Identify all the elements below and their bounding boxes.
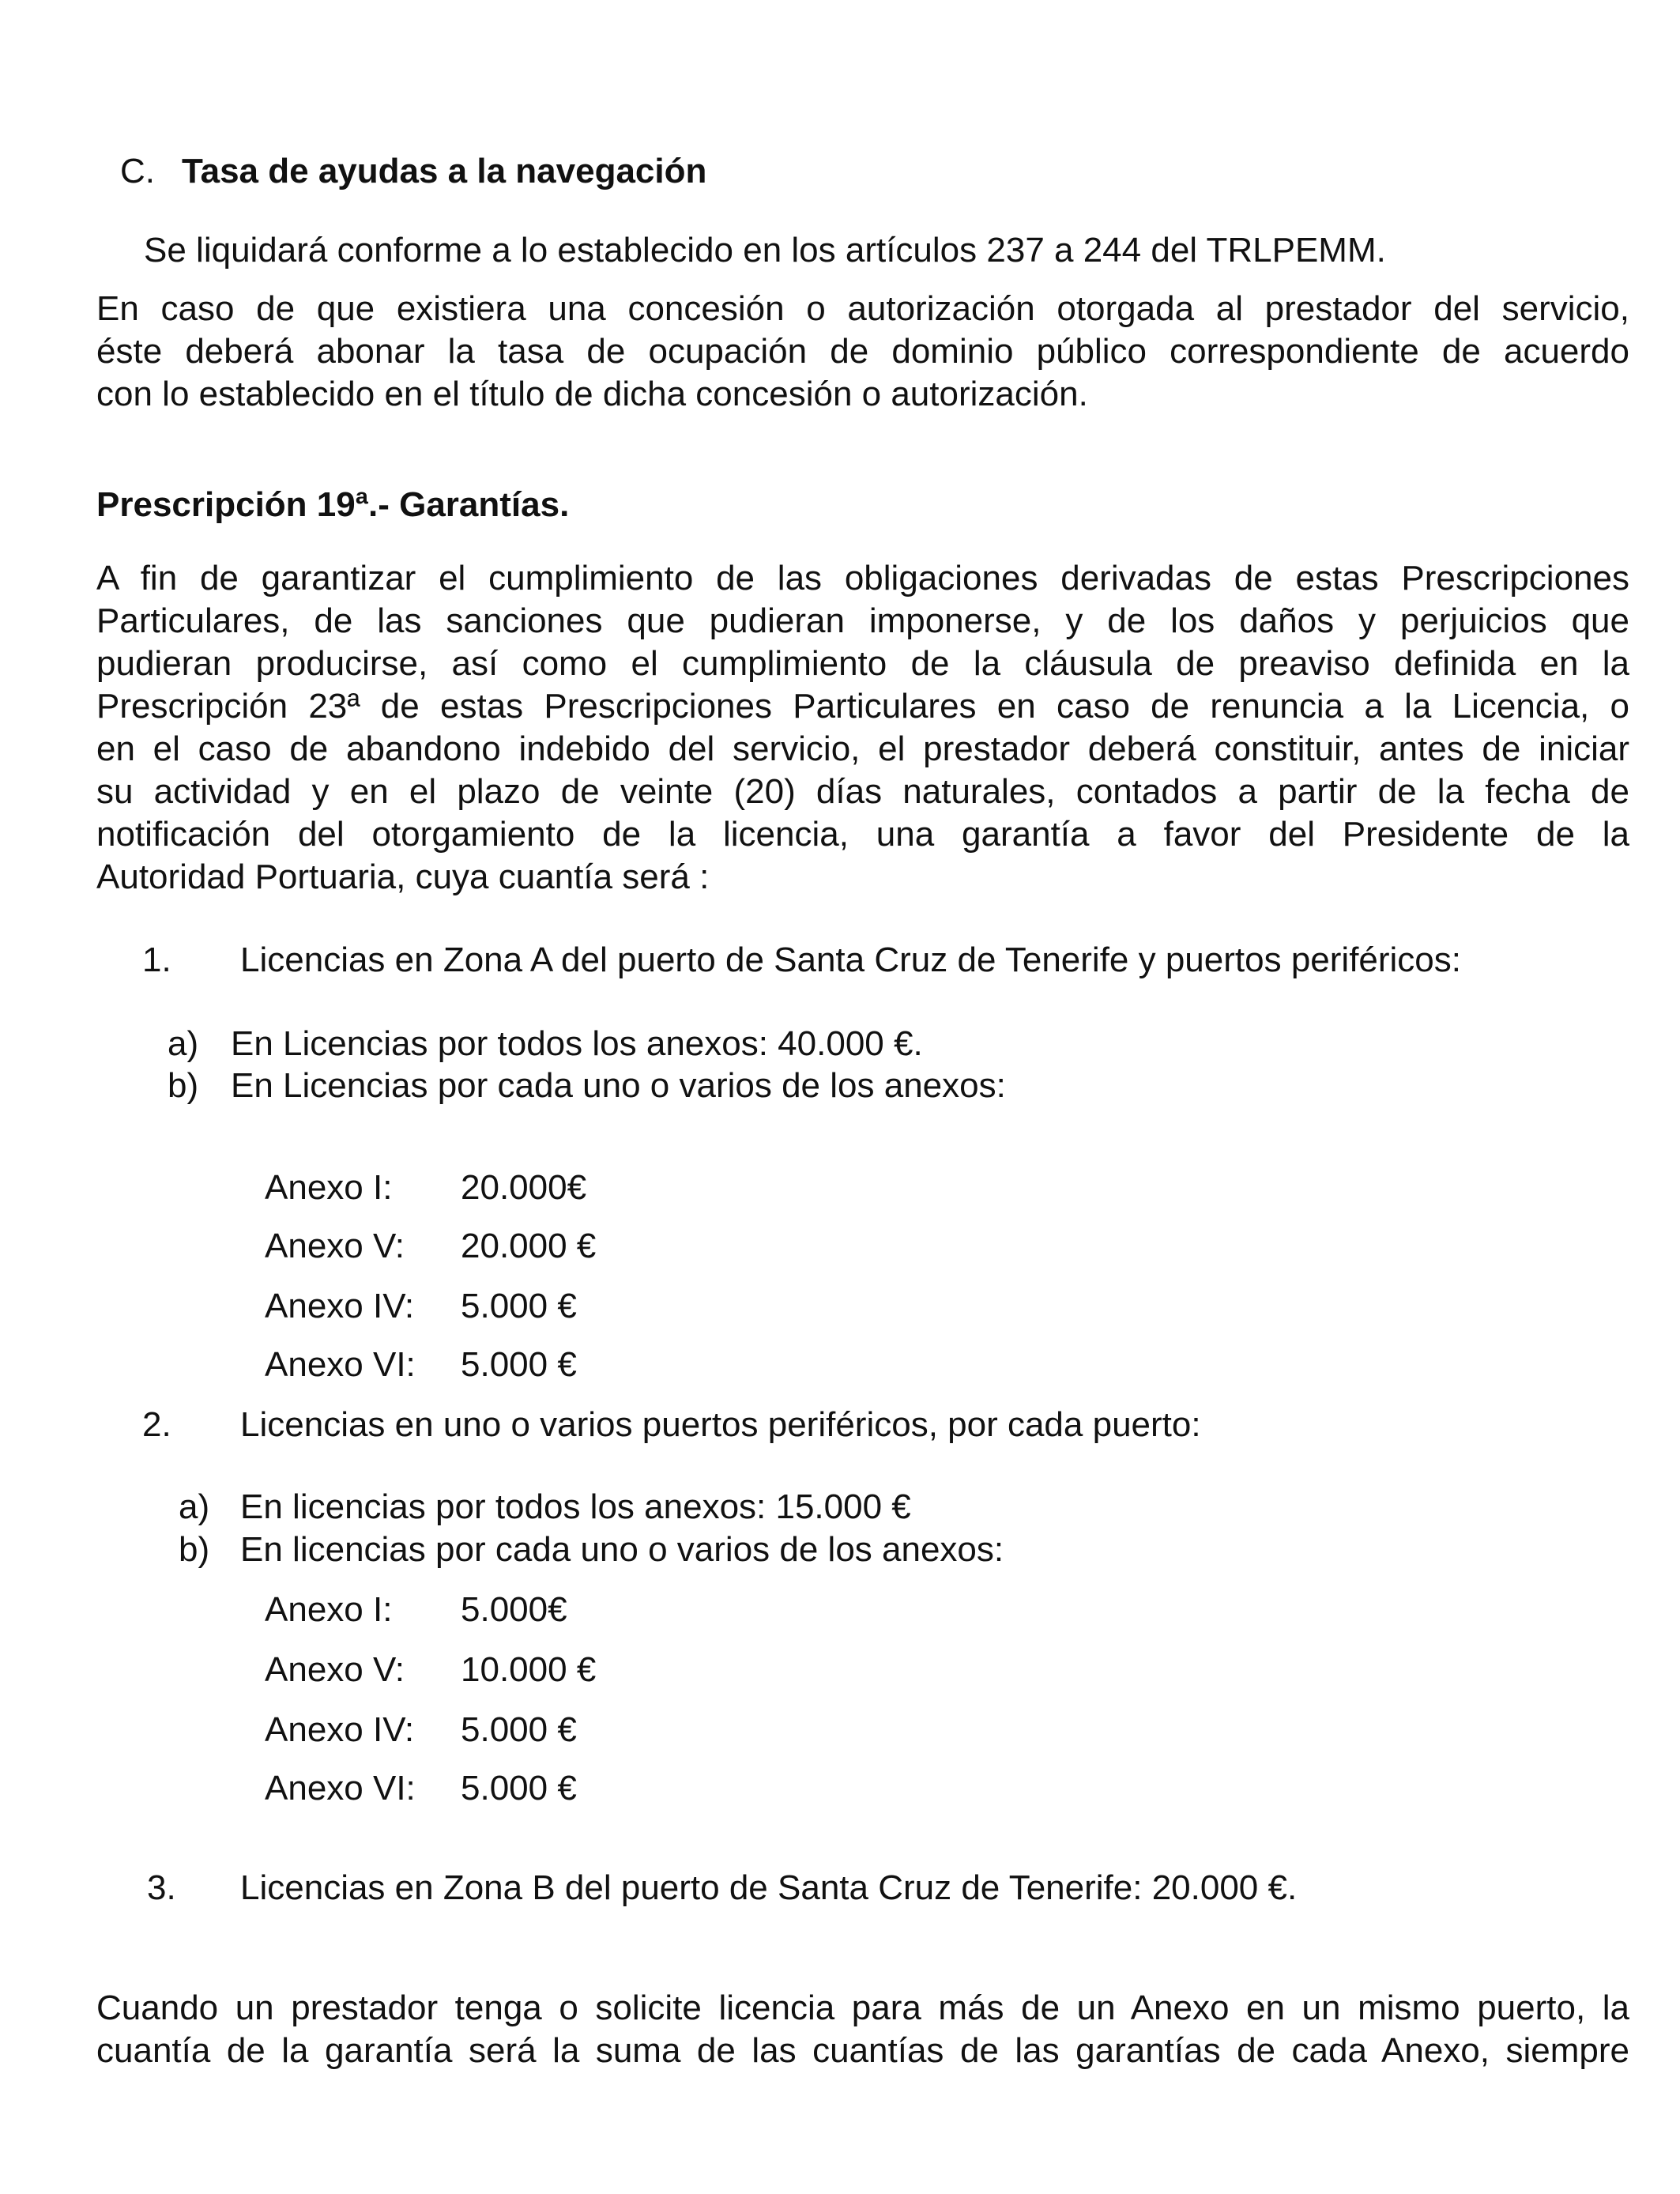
annex-amount: 5.000 €	[461, 1287, 577, 1325]
annex-label: Anexo IV:	[265, 1287, 415, 1325]
paragraph-line: En caso de que existiera una concesión o autorización otorgada al prestador del servicio,	[96, 289, 1629, 328]
paragraph-line: éste deberá abonar la tasa de ocupación de dominio público correspondiente de acuerdo	[96, 332, 1629, 371]
item-2b-marker: b)	[179, 1530, 210, 1569]
annex-label: Anexo I:	[265, 1168, 393, 1207]
item-3-number: 3.	[147, 1868, 176, 1907]
annex-amount: 5.000 €	[461, 1769, 577, 1808]
prescripcion-title: Prescripción 19ª.- Garantías.	[96, 485, 570, 524]
paragraph-line: Prescripción 23ª de estas Prescripciones Particulares en caso de renuncia a la Licencia, o	[96, 687, 1629, 726]
paragraph-line: su actividad y en el plazo de veinte (20) días naturales, contados a partir de la fecha de	[96, 772, 1629, 811]
section-c-letter: C.	[120, 152, 155, 190]
annex-amount: 20.000 €	[461, 1227, 597, 1265]
item-3-text: Licencias en Zona B del puerto de Santa Cruz de Tenerife: 20.000 €.	[240, 1868, 1298, 1907]
section-c-line1: Se liquidará conforme a lo establecido en los artículos 237 a 244 del TRLPEMM.	[144, 231, 1386, 270]
annex-amount: 10.000 €	[461, 1650, 597, 1689]
annex-label: Anexo V:	[265, 1650, 405, 1689]
annex-amount: 5.000€	[461, 1590, 567, 1629]
paragraph-line: con lo establecido en el título de dicha concesión o autorización.	[96, 375, 1088, 413]
paragraph-line: Cuando un prestador tenga o solicite licencia para más de un Anexo en un mismo puerto, la	[96, 1989, 1629, 2027]
item-2b-text: En licencias por cada uno o varios de los anexos:	[240, 1530, 1004, 1569]
item-2-text: Licencias en uno o varios puertos periféricos, por cada puerto:	[240, 1405, 1201, 1444]
item-2a-text: En licencias por todos los anexos: 15.000 €	[240, 1487, 911, 1526]
closing-paragraph	[96, 1987, 1629, 2072]
item-1a-marker: a)	[168, 1024, 199, 1063]
annex-amount: 5.000 €	[461, 1710, 577, 1749]
annex-label: Anexo I:	[265, 1590, 393, 1629]
item-1b-marker: b)	[168, 1066, 199, 1105]
annex-label: Anexo VI:	[265, 1345, 416, 1384]
paragraph-line: en el caso de abandono indebido del servicio, el prestador deberá constituir, antes de iniciar	[96, 729, 1629, 768]
annex-label: Anexo V:	[265, 1227, 405, 1265]
section-c-title: Tasa de ayudas a la navegación	[182, 152, 707, 190]
paragraph-line: pudieran producirse, así como el cumplimiento de la cláusula de preaviso definida en la	[96, 644, 1629, 683]
annex-amount: 20.000€	[461, 1168, 587, 1207]
paragraph-line: notificación del otorgamiento de la licencia, una garantía a favor del Presidente de la	[96, 815, 1629, 854]
section-c-paragraph	[96, 288, 1629, 416]
paragraph-line: Autoridad Portuaria, cuya cuantía será :	[96, 858, 710, 896]
item-1-number: 1.	[142, 941, 171, 979]
item-1b-text: En Licencias por cada uno o varios de los anexos:	[231, 1066, 1006, 1105]
paragraph-line: cuantía de la garantía será la suma de las cuantías de las garantías de cada Anexo, siempre	[96, 2031, 1629, 2070]
paragraph-line: A fin de garantizar el cumplimiento de las obligaciones derivadas de estas Prescripciones	[96, 559, 1629, 598]
prescripcion-paragraph	[96, 557, 1629, 899]
item-1-text: Licencias en Zona A del puerto de Santa Cruz de Tenerife y puertos periféricos:	[240, 941, 1462, 979]
annex-label: Anexo VI:	[265, 1769, 416, 1808]
paragraph-line: Particulares, de las sanciones que pudieran imponerse, y de los daños y perjuicios que	[96, 601, 1629, 640]
annex-amount: 5.000 €	[461, 1345, 577, 1384]
item-1a-text: En Licencias por todos los anexos: 40.000 €.	[231, 1024, 923, 1063]
item-2a-marker: a)	[179, 1487, 210, 1526]
item-2-number: 2.	[142, 1405, 171, 1444]
annex-label: Anexo IV:	[265, 1710, 415, 1749]
